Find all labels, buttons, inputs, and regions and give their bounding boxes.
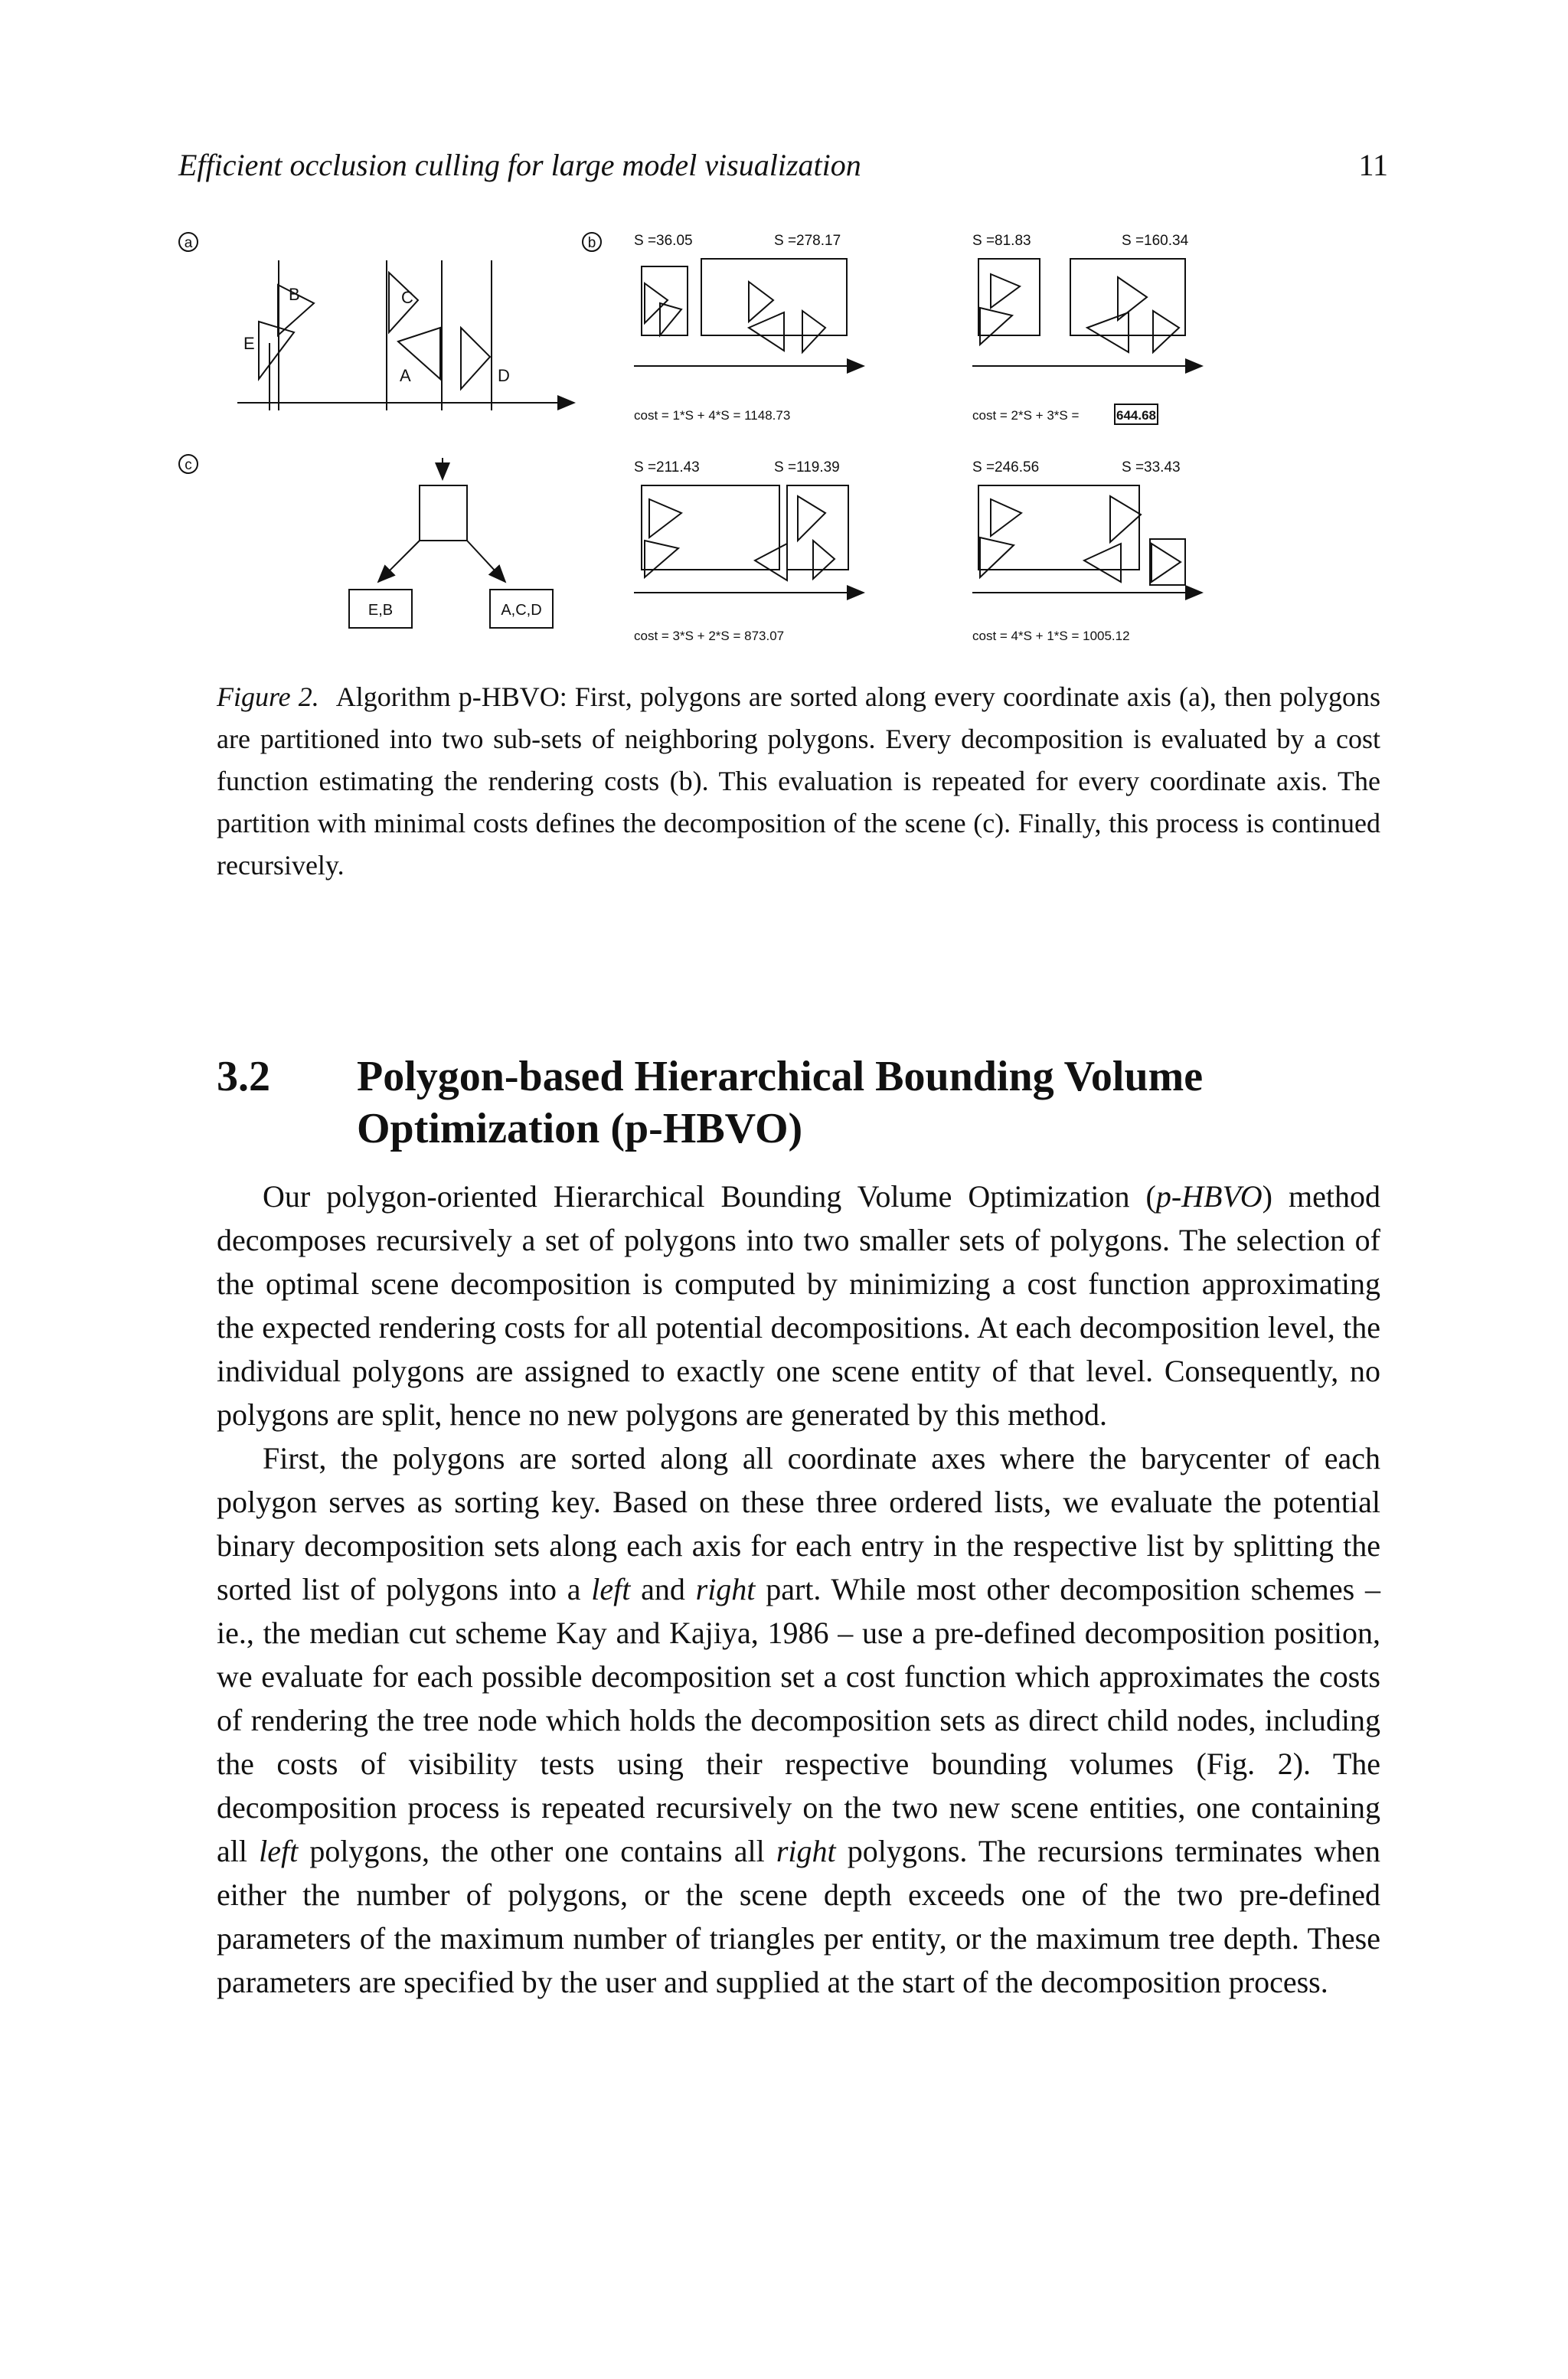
svg-text:B: B bbox=[289, 285, 300, 304]
svg-text:cost = 2*S + 3*S =: cost = 2*S + 3*S = bbox=[972, 408, 1080, 423]
svg-text:D: D bbox=[498, 366, 510, 385]
svg-text:A: A bbox=[400, 366, 411, 385]
svg-text:S =160.34: S =160.34 bbox=[1122, 233, 1189, 249]
svg-text:cost = 1*S + 4*S = 1148.73: cost = 1*S + 4*S = 1148.73 bbox=[634, 408, 791, 423]
running-title: Efficient occlusion culling for large model visualization bbox=[178, 148, 861, 182]
panel-a-label: a bbox=[184, 235, 193, 251]
polygon-e bbox=[259, 322, 294, 379]
minimal-cost-value: 644.68 bbox=[1116, 408, 1156, 423]
svg-text:S =81.83: S =81.83 bbox=[972, 233, 1031, 249]
decomposition-4 bbox=[972, 459, 1202, 643]
paragraph-1: Our polygon-oriented Hierarchical Bounding Volume Optimization (p-HBVO) method decomposes recursively a set of polygons into two smaller sets of polygons. The selection of the optimal scene decomposition is computed by minimizing a cost function approximating the expected rendering costs for all potential decompositions. At each decomposition level, the individual polygons are assigned to exactly one scene entity of that level. Consequently, no polygons are split, hence no new polygons are generated by this method. bbox=[217, 1179, 1380, 1432]
svg-text:E: E bbox=[243, 334, 255, 353]
panel-b-label: b bbox=[587, 235, 596, 251]
figure-2 bbox=[176, 230, 1393, 658]
page-number: 11 bbox=[1358, 148, 1388, 182]
panel-c bbox=[179, 455, 553, 628]
tree-leaf-right-label: A,C,D bbox=[501, 602, 542, 619]
svg-text:S =36.05: S =36.05 bbox=[634, 233, 693, 249]
svg-text:S =246.56: S =246.56 bbox=[972, 459, 1040, 475]
decomposition-2 bbox=[972, 233, 1202, 424]
tree-root-node bbox=[420, 485, 467, 541]
section-number: 3.2 bbox=[217, 1053, 270, 1100]
paragraph-2: First, the polygons are sorted along all coordinate axes where the barycenter of each polygon serves as sorting key. Based on these three ordered lists, we evaluate the potential binary decomposition sets along each axis for each entry in the respective list by splitting the sorted list of polygons into a left and right part. While most other decomposition schemes – ie., the median cut scheme Kay and Kajiya, 1986 – use a pre-defined decomposition position, we evaluate for each possible decomposition set a cost function which approximates the costs of rendering the tree node which holds the decomposition sets as direct child nodes, including the costs of visibility tests using their respective bounding volumes (Fig. 2). The decomposition process is repeated recursively on the two new scene entities, one containing all left polygons, the other one contains all right polygons. The recursions terminates when either the number of polygons, or the scene depth exceeds one of the two pre-defined parameters of the maximum number of triangles per entity, or the maximum tree depth. These parameters are specified by the user and supplied at the start of the decomposition process. bbox=[217, 1441, 1381, 1999]
panel-c-label: c bbox=[185, 457, 192, 473]
svg-text:S =278.17: S =278.17 bbox=[774, 233, 841, 249]
decomposition-1 bbox=[634, 233, 864, 423]
svg-text:C: C bbox=[401, 288, 413, 307]
body-text bbox=[217, 1175, 1380, 2004]
figure-2-diagram bbox=[176, 230, 1393, 658]
svg-text:cost = 4*S + 1*S = 1005.12: cost = 4*S + 1*S = 1005.12 bbox=[972, 629, 1130, 643]
caption-text: Algorithm p-HBVO: First, polygons are sorted along every coordinate axis (a), then polygons are partitioned into two sub-sets of neighboring polygons. Every decomposition is evaluated by a cost function estimating the rendering costs (b). This evaluation is repeated for every coordinate axis. The partition with minimal costs defines the decomposition of the scene (c). Finally, this process is continued recursively. bbox=[217, 681, 1380, 881]
svg-text:S =33.43: S =33.43 bbox=[1122, 459, 1181, 475]
panel-a bbox=[179, 233, 574, 410]
svg-text:S =119.39: S =119.39 bbox=[774, 459, 840, 475]
figure-caption bbox=[217, 676, 1380, 887]
tree-leaf-left-label: E,B bbox=[368, 602, 394, 619]
svg-text:cost = 3*S + 2*S = 873.07: cost = 3*S + 2*S = 873.07 bbox=[634, 629, 785, 643]
decomposition-3 bbox=[634, 459, 864, 643]
running-header bbox=[178, 147, 1388, 193]
svg-text:S =211.43: S =211.43 bbox=[634, 459, 700, 475]
caption-label: Figure 2. bbox=[217, 681, 319, 712]
polygon-d bbox=[461, 328, 490, 389]
section-title: Polygon-based Hierarchical Bounding Volume Optimization (p-HBVO) bbox=[357, 1053, 1204, 1152]
